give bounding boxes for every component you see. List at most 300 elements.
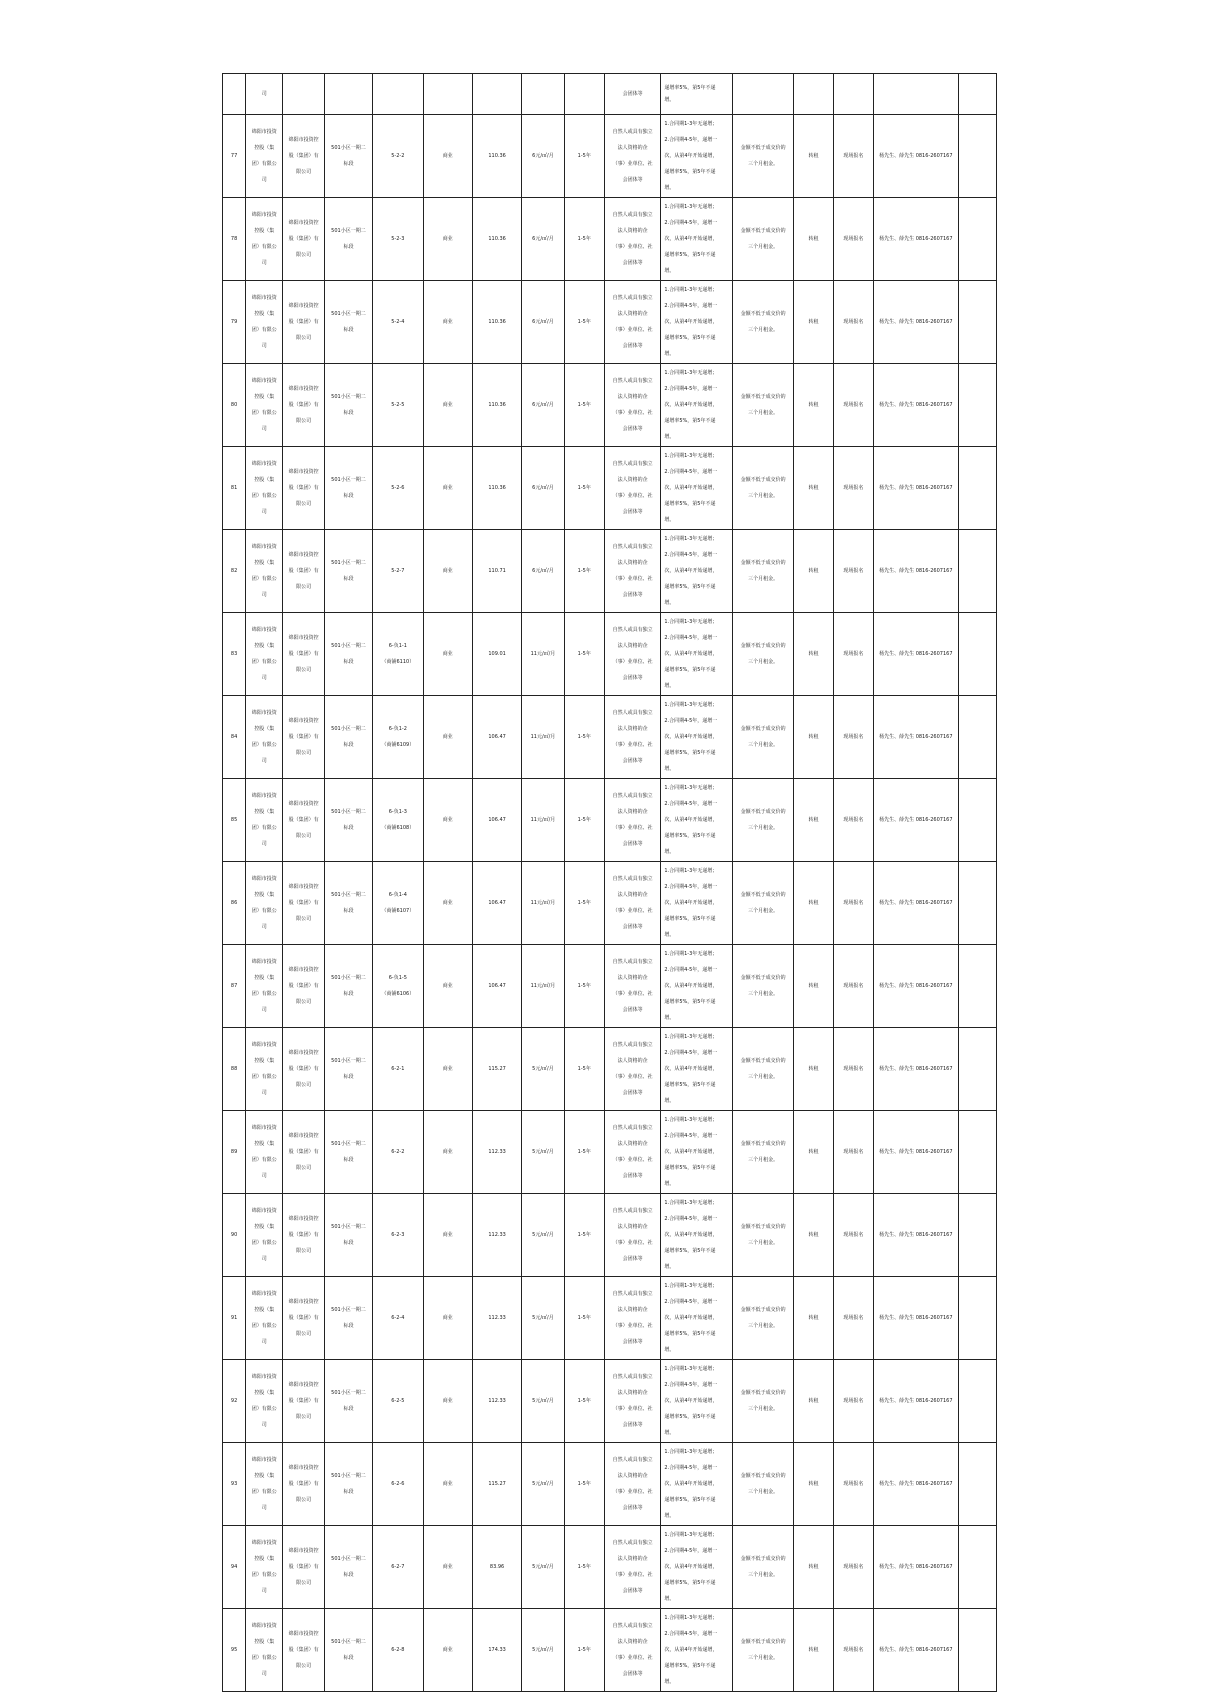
cell-manager: 绵阳市投资控 股（集团）有 限公司 [283, 1526, 324, 1609]
cell-terms: 1.合同期1-3年无递增； 2.合同期4-5年，递增一 次，从第4年开始递增， 递增率5%，第5年不递 增。 [661, 447, 733, 530]
cell-price: 5元/㎡/月 [522, 1028, 564, 1111]
cell-note [958, 1111, 996, 1194]
cell-contact: 杨先生、薛先生 0816-2607167 [873, 696, 958, 779]
cell-terms: 1.合同期1-3年无递增； 2.合同期4-5年，递增一 次，从第4年开始递增， 递增率5%，第5年不递 增。 [661, 696, 733, 779]
cell-signup: 现场报名 [833, 696, 873, 779]
cell-note [958, 447, 996, 530]
cell-method: 转租 [794, 945, 833, 1028]
cell-method: 转租 [794, 1609, 833, 1692]
cell-qualification: 自然人或具有独立 法人资格的企 （事）业单位、社 会团体等 [604, 613, 660, 696]
cell-unit: 5-2-2 [373, 115, 423, 198]
cell-unit: 6-2-6 [373, 1443, 423, 1526]
cell-no: 86 [223, 862, 246, 945]
cell-use: 商业 [423, 115, 472, 198]
cell-contact: 杨先生、薛先生 0816-2607167 [873, 862, 958, 945]
cell-contact: 杨先生、薛先生 0816-2607167 [873, 1609, 958, 1692]
cell-term: 1-5年 [564, 1526, 604, 1609]
cell-method: 转租 [794, 1277, 833, 1360]
cell-price: 11元/㎡/月 [522, 862, 564, 945]
cell-unit [373, 74, 423, 115]
cell-unit: 5-2-4 [373, 281, 423, 364]
cell-no: 77 [223, 115, 246, 198]
cell-use: 商业 [423, 1609, 472, 1692]
cell-note [958, 696, 996, 779]
table-row [223, 115, 997, 198]
cell-no: 83 [223, 613, 246, 696]
cell-signup: 现场报名 [833, 1443, 873, 1526]
cell-terms: 1.合同期1-3年无递增； 2.合同期4-5年，递增一 次，从第4年开始递增， 递增率5%，第5年不递 增。 [661, 945, 733, 1028]
cell-owner: 绵阳市投资 控股（集 团）有限公 司 [246, 115, 283, 198]
cell-no: 84 [223, 696, 246, 779]
cell-terms: 1.合同期1-3年无递增； 2.合同期4-5年，递增一 次，从第4年开始递增， 递增率5%，第5年不递 增。 [661, 1526, 733, 1609]
cell-signup: 现场报名 [833, 530, 873, 613]
cell-location: 501小区一期二 标段 [324, 115, 372, 198]
cell-contact: 杨先生、薛先生 0816-2607167 [873, 1028, 958, 1111]
cell-unit: 6-2-3 [373, 1194, 423, 1277]
cell-manager: 绵阳市投资控 股（集团）有 限公司 [283, 1360, 324, 1443]
cell-use: 商业 [423, 281, 472, 364]
cell-note [958, 364, 996, 447]
cell-use: 商业 [423, 779, 472, 862]
cell-contact: 杨先生、薛先生 0816-2607167 [873, 115, 958, 198]
cell-contact: 杨先生、薛先生 0816-2607167 [873, 447, 958, 530]
cell-no: 95 [223, 1609, 246, 1692]
cell-signup: 现场报名 [833, 115, 873, 198]
cell-no: 79 [223, 281, 246, 364]
cell-note [958, 1609, 996, 1692]
cell-location: 501小区一期二 标段 [324, 696, 372, 779]
cell-method: 转租 [794, 1111, 833, 1194]
cell-term: 1-5年 [564, 1360, 604, 1443]
cell-terms: 1.合同期1-3年无递增； 2.合同期4-5年，递增一 次，从第4年开始递增， 递增率5%，第5年不递 增。 [661, 530, 733, 613]
table-row [223, 530, 997, 613]
cell-qualification: 自然人或具有独立 法人资格的企 （事）业单位、社 会团体等 [604, 1526, 660, 1609]
cell-note [958, 1277, 996, 1360]
cell-owner: 绵阳市投资 控股（集 团）有限公 司 [246, 1028, 283, 1111]
cell-deposit: 金额不低于成交价的 三个月租金。 [732, 1111, 793, 1194]
cell-terms: 1.合同期1-3年无递增； 2.合同期4-5年，递增一 次，从第4年开始递增， 递增率5%，第5年不递 增。 [661, 1028, 733, 1111]
cell-term: 1-5年 [564, 613, 604, 696]
table-row [223, 1360, 997, 1443]
cell-no: 80 [223, 364, 246, 447]
cell-signup: 现场报名 [833, 1111, 873, 1194]
cell-use: 商业 [423, 530, 472, 613]
cell-terms: 递增率5%，第5年不递 增。 [661, 74, 733, 115]
cell-note [958, 1028, 996, 1111]
cell-area: 110.36 [472, 447, 521, 530]
cell-term: 1-5年 [564, 862, 604, 945]
cell-unit: 6-2-5 [373, 1360, 423, 1443]
cell-term: 1-5年 [564, 1609, 604, 1692]
cell-manager: 绵阳市投资控 股（集团）有 限公司 [283, 447, 324, 530]
cell-no: 81 [223, 447, 246, 530]
cell-price: 5元/㎡/月 [522, 1526, 564, 1609]
table-row [223, 696, 997, 779]
cell-unit: 6-负1-4 （商铺6107） [373, 862, 423, 945]
cell-no: 78 [223, 198, 246, 281]
cell-owner: 绵阳市投资 控股（集 团）有限公 司 [246, 696, 283, 779]
cell-note [958, 530, 996, 613]
cell-area: 106.47 [472, 696, 521, 779]
cell-qualification: 自然人或具有独立 法人资格的企 （事）业单位、社 会团体等 [604, 364, 660, 447]
cell-unit: 6-负1-2 （商铺6109） [373, 696, 423, 779]
cell-location: 501小区一期二 标段 [324, 1194, 372, 1277]
cell-location: 501小区一期二 标段 [324, 613, 372, 696]
cell-contact [873, 74, 958, 115]
cell-signup: 现场报名 [833, 447, 873, 530]
cell-signup: 现场报名 [833, 779, 873, 862]
cell-qualification: 自然人或具有独立 法人资格的企 （事）业单位、社 会团体等 [604, 1028, 660, 1111]
cell-price: 6元/㎡/月 [522, 198, 564, 281]
cell-note [958, 1194, 996, 1277]
cell-price: 6元/㎡/月 [522, 530, 564, 613]
cell-manager [283, 74, 324, 115]
cell-deposit: 金额不低于成交价的 三个月租金。 [732, 613, 793, 696]
cell-price: 6元/㎡/月 [522, 364, 564, 447]
cell-deposit: 金额不低于成交价的 三个月租金。 [732, 1028, 793, 1111]
cell-qualification: 自然人或具有独立 法人资格的企 （事）业单位、社 会团体等 [604, 198, 660, 281]
cell-location: 501小区一期二 标段 [324, 198, 372, 281]
cell-location: 501小区一期二 标段 [324, 945, 372, 1028]
table-row [223, 613, 997, 696]
cell-term: 1-5年 [564, 779, 604, 862]
cell-area [472, 74, 521, 115]
cell-manager: 绵阳市投资控 股（集团）有 限公司 [283, 198, 324, 281]
cell-term: 1-5年 [564, 1277, 604, 1360]
cell-method: 转租 [794, 779, 833, 862]
cell-qualification: 会团体等 [604, 74, 660, 115]
cell-signup: 现场报名 [833, 364, 873, 447]
cell-owner: 绵阳市投资 控股（集 团）有限公 司 [246, 530, 283, 613]
cell-note [958, 862, 996, 945]
cell-signup: 现场报名 [833, 198, 873, 281]
cell-qualification: 自然人或具有独立 法人资格的企 （事）业单位、社 会团体等 [604, 862, 660, 945]
cell-signup: 现场报名 [833, 862, 873, 945]
cell-note [958, 198, 996, 281]
cell-unit: 5-2-3 [373, 198, 423, 281]
cell-deposit: 金额不低于成交价的 三个月租金。 [732, 862, 793, 945]
cell-price: 5元/㎡/月 [522, 1277, 564, 1360]
cell-owner: 绵阳市投资 控股（集 团）有限公 司 [246, 447, 283, 530]
cell-signup: 现场报名 [833, 1277, 873, 1360]
cell-note [958, 613, 996, 696]
cell-area: 106.47 [472, 945, 521, 1028]
cell-qualification: 自然人或具有独立 法人资格的企 （事）业单位、社 会团体等 [604, 1443, 660, 1526]
cell-terms: 1.合同期1-3年无递增； 2.合同期4-5年，递增一 次，从第4年开始递增， 递增率5%，第5年不递 增。 [661, 862, 733, 945]
cell-manager: 绵阳市投资控 股（集团）有 限公司 [283, 1111, 324, 1194]
cell-location: 501小区一期二 标段 [324, 862, 372, 945]
cell-term: 1-5年 [564, 1443, 604, 1526]
cell-location: 501小区一期二 标段 [324, 1277, 372, 1360]
cell-manager: 绵阳市投资控 股（集团）有 限公司 [283, 1194, 324, 1277]
cell-unit: 6-2-8 [373, 1609, 423, 1692]
cell-deposit: 金额不低于成交价的 三个月租金。 [732, 281, 793, 364]
cell-owner: 绵阳市投资 控股（集 团）有限公 司 [246, 281, 283, 364]
cell-term: 1-5年 [564, 364, 604, 447]
cell-location: 501小区一期二 标段 [324, 530, 372, 613]
table-row [223, 364, 997, 447]
cell-contact: 杨先生、薛先生 0816-2607167 [873, 1194, 958, 1277]
cell-qualification: 自然人或具有独立 法人资格的企 （事）业单位、社 会团体等 [604, 115, 660, 198]
cell-use: 商业 [423, 447, 472, 530]
cell-no: 89 [223, 1111, 246, 1194]
cell-contact: 杨先生、薛先生 0816-2607167 [873, 1526, 958, 1609]
cell-price: 6元/㎡/月 [522, 115, 564, 198]
cell-deposit: 金额不低于成交价的 三个月租金。 [732, 198, 793, 281]
table-row [223, 1526, 997, 1609]
cell-manager: 绵阳市投资控 股（集团）有 限公司 [283, 281, 324, 364]
cell-terms: 1.合同期1-3年无递增； 2.合同期4-5年，递增一 次，从第4年开始递增， 递增率5%，第5年不递 增。 [661, 1277, 733, 1360]
cell-manager: 绵阳市投资控 股（集团）有 限公司 [283, 613, 324, 696]
cell-owner: 绵阳市投资 控股（集 团）有限公 司 [246, 1443, 283, 1526]
cell-term: 1-5年 [564, 281, 604, 364]
cell-price: 11元/㎡/月 [522, 613, 564, 696]
cell-area: 83.96 [472, 1526, 521, 1609]
cell-unit: 6-2-7 [373, 1526, 423, 1609]
cell-owner: 绵阳市投资 控股（集 团）有限公 司 [246, 364, 283, 447]
cell-term: 1-5年 [564, 696, 604, 779]
cell-price: 5元/㎡/月 [522, 1609, 564, 1692]
cell-area: 110.36 [472, 198, 521, 281]
cell-method: 转租 [794, 281, 833, 364]
cell-terms: 1.合同期1-3年无递增； 2.合同期4-5年，递增一 次，从第4年开始递增， 递增率5%，第5年不递 增。 [661, 364, 733, 447]
cell-method: 转租 [794, 1443, 833, 1526]
cell-use: 商业 [423, 198, 472, 281]
cell-area: 112.33 [472, 1194, 521, 1277]
cell-term: 1-5年 [564, 945, 604, 1028]
cell-note [958, 281, 996, 364]
cell-method: 转租 [794, 696, 833, 779]
cell-use: 商业 [423, 1360, 472, 1443]
table-row [223, 1443, 997, 1526]
cell-contact: 杨先生、薛先生 0816-2607167 [873, 530, 958, 613]
cell-terms: 1.合同期1-3年无递增； 2.合同期4-5年，递增一 次，从第4年开始递增， 递增率5%，第5年不递 增。 [661, 1443, 733, 1526]
cell-contact: 杨先生、薛先生 0816-2607167 [873, 613, 958, 696]
cell-area: 115.27 [472, 1443, 521, 1526]
cell-owner: 绵阳市投资 控股（集 团）有限公 司 [246, 1526, 283, 1609]
cell-use: 商业 [423, 364, 472, 447]
cell-use [423, 74, 472, 115]
cell-qualification: 自然人或具有独立 法人资格的企 （事）业单位、社 会团体等 [604, 1360, 660, 1443]
cell-contact: 杨先生、薛先生 0816-2607167 [873, 1360, 958, 1443]
cell-area: 110.71 [472, 530, 521, 613]
cell-use: 商业 [423, 1028, 472, 1111]
cell-no: 92 [223, 1360, 246, 1443]
cell-qualification: 自然人或具有独立 法人资格的企 （事）业单位、社 会团体等 [604, 1194, 660, 1277]
cell-contact: 杨先生、薛先生 0816-2607167 [873, 1277, 958, 1360]
cell-note [958, 1360, 996, 1443]
cell-deposit: 金额不低于成交价的 三个月租金。 [732, 115, 793, 198]
cell-unit: 6-负1-5 （商铺6106） [373, 945, 423, 1028]
cell-manager: 绵阳市投资控 股（集团）有 限公司 [283, 862, 324, 945]
cell-unit: 6-负1-3 （商铺6108） [373, 779, 423, 862]
cell-manager: 绵阳市投资控 股（集团）有 限公司 [283, 364, 324, 447]
cell-manager: 绵阳市投资控 股（集团）有 限公司 [283, 945, 324, 1028]
cell-location: 501小区一期二 标段 [324, 1111, 372, 1194]
cell-terms: 1.合同期1-3年无递增； 2.合同期4-5年，递增一 次，从第4年开始递增， 递增率5%，第5年不递 增。 [661, 115, 733, 198]
cell-use: 商业 [423, 1526, 472, 1609]
cell-terms: 1.合同期1-3年无递增； 2.合同期4-5年，递增一 次，从第4年开始递增， 递增率5%，第5年不递 增。 [661, 1360, 733, 1443]
cell-use: 商业 [423, 1443, 472, 1526]
cell-note [958, 115, 996, 198]
cell-no: 82 [223, 530, 246, 613]
cell-deposit: 金额不低于成交价的 三个月租金。 [732, 364, 793, 447]
cell-method: 转租 [794, 613, 833, 696]
cell-owner: 绵阳市投资 控股（集 团）有限公 司 [246, 1609, 283, 1692]
cell-use: 商业 [423, 1111, 472, 1194]
cell-unit: 6-2-2 [373, 1111, 423, 1194]
cell-use: 商业 [423, 696, 472, 779]
cell-owner: 绵阳市投资 控股（集 团）有限公 司 [246, 613, 283, 696]
cell-method: 转租 [794, 1526, 833, 1609]
cell-price: 11元/㎡/月 [522, 945, 564, 1028]
cell-no: 87 [223, 945, 246, 1028]
cell-no: 88 [223, 1028, 246, 1111]
cell-method: 转租 [794, 115, 833, 198]
cell-contact: 杨先生、薛先生 0816-2607167 [873, 945, 958, 1028]
cell-deposit: 金额不低于成交价的 三个月租金。 [732, 945, 793, 1028]
cell-terms: 1.合同期1-3年无递增； 2.合同期4-5年，递增一 次，从第4年开始递增， 递增率5%，第5年不递 增。 [661, 281, 733, 364]
cell-note [958, 945, 996, 1028]
cell-price: 11元/㎡/月 [522, 696, 564, 779]
cell-location: 501小区一期二 标段 [324, 1609, 372, 1692]
cell-no: 91 [223, 1277, 246, 1360]
cell-owner: 绵阳市投资 控股（集 团）有限公 司 [246, 1360, 283, 1443]
cell-note [958, 1443, 996, 1526]
listing-table [222, 73, 997, 1692]
cell-qualification: 自然人或具有独立 法人资格的企 （事）业单位、社 会团体等 [604, 945, 660, 1028]
cell-signup: 现场报名 [833, 281, 873, 364]
cell-location: 501小区一期二 标段 [324, 779, 372, 862]
cell-signup [833, 74, 873, 115]
cell-qualification: 自然人或具有独立 法人资格的企 （事）业单位、社 会团体等 [604, 779, 660, 862]
cell-term: 1-5年 [564, 115, 604, 198]
cell-deposit: 金额不低于成交价的 三个月租金。 [732, 1194, 793, 1277]
cell-deposit: 金额不低于成交价的 三个月租金。 [732, 1277, 793, 1360]
cell-terms: 1.合同期1-3年无递增； 2.合同期4-5年，递增一 次，从第4年开始递增， 递增率5%，第5年不递 增。 [661, 1194, 733, 1277]
cell-area: 112.33 [472, 1111, 521, 1194]
cell-qualification: 自然人或具有独立 法人资格的企 （事）业单位、社 会团体等 [604, 1609, 660, 1692]
table-row [223, 1277, 997, 1360]
cell-unit: 6-2-4 [373, 1277, 423, 1360]
cell-signup: 现场报名 [833, 1609, 873, 1692]
cell-qualification: 自然人或具有独立 法人资格的企 （事）业单位、社 会团体等 [604, 447, 660, 530]
cell-note [958, 779, 996, 862]
cell-term: 1-5年 [564, 530, 604, 613]
cell-area: 112.33 [472, 1360, 521, 1443]
cell-deposit: 金额不低于成交价的 三个月租金。 [732, 1443, 793, 1526]
table-row [223, 1609, 997, 1692]
cell-use: 商业 [423, 1194, 472, 1277]
cell-use: 商业 [423, 945, 472, 1028]
cell-no: 85 [223, 779, 246, 862]
table-row [223, 1194, 997, 1277]
cell-contact: 杨先生、薛先生 0816-2607167 [873, 281, 958, 364]
cell-use: 商业 [423, 1277, 472, 1360]
cell-location: 501小区一期二 标段 [324, 1443, 372, 1526]
cell-deposit: 金额不低于成交价的 三个月租金。 [732, 696, 793, 779]
cell-term: 1-5年 [564, 198, 604, 281]
table-row [223, 779, 997, 862]
table-row [223, 447, 997, 530]
cell-price: 6元/㎡/月 [522, 281, 564, 364]
cell-term: 1-5年 [564, 1111, 604, 1194]
cell-term: 1-5年 [564, 1028, 604, 1111]
cell-unit: 5-2-7 [373, 530, 423, 613]
cell-manager: 绵阳市投资控 股（集团）有 限公司 [283, 530, 324, 613]
cell-area: 174.33 [472, 1609, 521, 1692]
cell-price: 5元/㎡/月 [522, 1360, 564, 1443]
cell-price: 5元/㎡/月 [522, 1443, 564, 1526]
cell-area: 115.27 [472, 1028, 521, 1111]
cell-unit: 5-2-5 [373, 364, 423, 447]
cell-use: 商业 [423, 613, 472, 696]
cell-manager: 绵阳市投资控 股（集团）有 限公司 [283, 1028, 324, 1111]
cell-note [958, 74, 996, 115]
cell-manager: 绵阳市投资控 股（集团）有 限公司 [283, 1609, 324, 1692]
cell-term: 1-5年 [564, 1194, 604, 1277]
cell-location: 501小区一期二 标段 [324, 364, 372, 447]
cell-price: 5元/㎡/月 [522, 1111, 564, 1194]
cell-area: 110.36 [472, 364, 521, 447]
cell-owner: 绵阳市投资 控股（集 团）有限公 司 [246, 1194, 283, 1277]
cell-qualification: 自然人或具有独立 法人资格的企 （事）业单位、社 会团体等 [604, 1277, 660, 1360]
cell-owner: 绵阳市投资 控股（集 团）有限公 司 [246, 945, 283, 1028]
cell-contact: 杨先生、薛先生 0816-2607167 [873, 1111, 958, 1194]
cell-deposit: 金额不低于成交价的 三个月租金。 [732, 447, 793, 530]
cell-location: 501小区一期二 标段 [324, 1360, 372, 1443]
cell-terms: 1.合同期1-3年无递增； 2.合同期4-5年，递增一 次，从第4年开始递增， 递增率5%，第5年不递 增。 [661, 613, 733, 696]
cell-method: 转租 [794, 530, 833, 613]
cell-unit: 6-负1-1 （商铺6110） [373, 613, 423, 696]
cell-owner: 绵阳市投资 控股（集 团）有限公 司 [246, 198, 283, 281]
cell-location: 501小区一期二 标段 [324, 447, 372, 530]
cell-method: 转租 [794, 1360, 833, 1443]
cell-signup: 现场报名 [833, 1194, 873, 1277]
cell-contact: 杨先生、薛先生 0816-2607167 [873, 1443, 958, 1526]
cell-signup: 现场报名 [833, 613, 873, 696]
cell-qualification: 自然人或具有独立 法人资格的企 （事）业单位、社 会团体等 [604, 1111, 660, 1194]
cell-term: 1-5年 [564, 447, 604, 530]
cell-unit: 5-2-6 [373, 447, 423, 530]
continuation-row [223, 74, 997, 115]
cell-qualification: 自然人或具有独立 法人资格的企 （事）业单位、社 会团体等 [604, 281, 660, 364]
table-row [223, 945, 997, 1028]
cell-deposit: 金额不低于成交价的 三个月租金。 [732, 1360, 793, 1443]
cell-owner: 绵阳市投资 控股（集 团）有限公 司 [246, 1111, 283, 1194]
cell-area: 106.47 [472, 862, 521, 945]
cell-signup: 现场报名 [833, 1028, 873, 1111]
cell-no: 90 [223, 1194, 246, 1277]
cell-contact: 杨先生、薛先生 0816-2607167 [873, 364, 958, 447]
cell-price: 11元/㎡/月 [522, 779, 564, 862]
cell-owner: 绵阳市投资 控股（集 团）有限公 司 [246, 862, 283, 945]
cell-method: 转租 [794, 447, 833, 530]
cell-deposit: 金额不低于成交价的 三个月租金。 [732, 1609, 793, 1692]
cell-deposit [732, 74, 793, 115]
cell-terms: 1.合同期1-3年无递增； 2.合同期4-5年，递增一 次，从第4年开始递增， 递增率5%，第5年不递 增。 [661, 1111, 733, 1194]
cell-owner: 绵阳市投资 控股（集 团）有限公 司 [246, 779, 283, 862]
cell-price: 5元/㎡/月 [522, 1194, 564, 1277]
cell-location: 501小区一期二 标段 [324, 1028, 372, 1111]
cell-area: 110.36 [472, 115, 521, 198]
cell-deposit: 金额不低于成交价的 三个月租金。 [732, 1526, 793, 1609]
cell-terms: 1.合同期1-3年无递增； 2.合同期4-5年，递增一 次，从第4年开始递增， 递增率5%，第5年不递 增。 [661, 198, 733, 281]
table-row [223, 1111, 997, 1194]
cell-manager: 绵阳市投资控 股（集团）有 限公司 [283, 1277, 324, 1360]
cell-owner: 司 [246, 74, 283, 115]
cell-signup: 现场报名 [833, 945, 873, 1028]
